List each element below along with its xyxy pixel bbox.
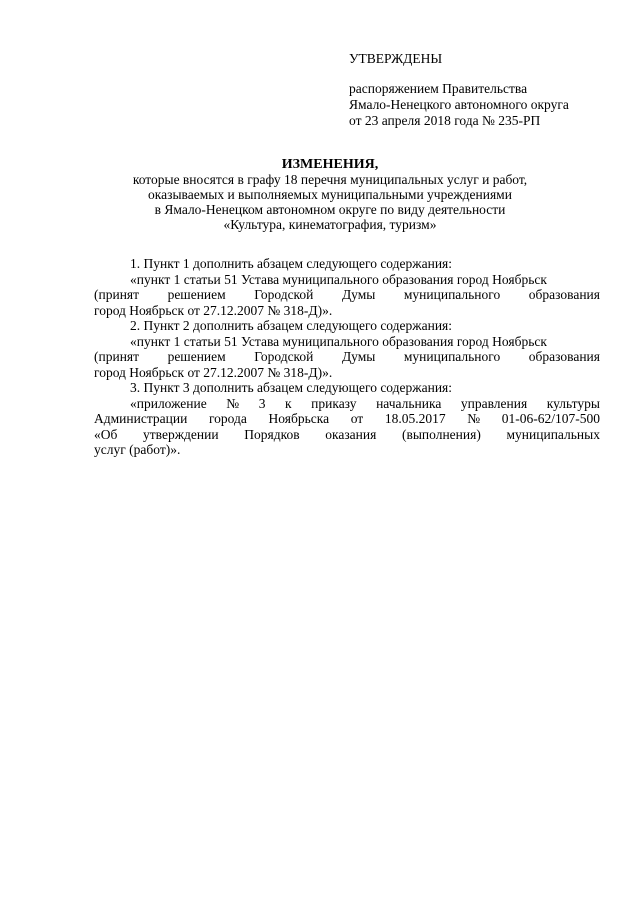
approval-line: распоряжением Правительства (349, 81, 528, 96)
quote-word: утверждении (143, 426, 219, 442)
quote-word: Городской (254, 349, 314, 364)
quote-line: город Ноябрьск от 27.12.2007 № 318-Д)». (94, 364, 333, 380)
quote-word: к (285, 395, 292, 411)
quote-word: 3 (258, 395, 266, 411)
document-subtitle-line: в Ямало-Ненецком автономном округе по виду деятельности (154, 202, 506, 217)
quote-word: образования (528, 349, 600, 364)
item-heading: 1. Пункт 1 дополнить абзацем следующего содержания: (130, 256, 453, 271)
quote-word: решением (167, 349, 226, 364)
quote-word: (принят (94, 349, 140, 364)
item-heading: 2. Пункт 2 дополнить абзацем следующего содержания: (130, 318, 453, 333)
quote-word: города (208, 411, 247, 426)
item-heading: 3. Пункт 3 дополнить абзацем следующего содержания: (130, 380, 453, 395)
quote-word: Ноябрьска (268, 411, 330, 426)
quote-word: Городской (254, 287, 314, 302)
quote-word: Думы (341, 287, 376, 302)
quote-word: «Об (94, 426, 118, 442)
quote-word: (принят (94, 287, 140, 302)
quote-justified-line (94, 427, 600, 443)
quote-word: оказания (325, 426, 377, 442)
quote-word: образования (528, 287, 600, 302)
quote-word: Думы (341, 349, 376, 364)
quote-line: «пункт 1 статьи 51 Устава муниципального образования город Ноябрьск (130, 333, 547, 349)
quote-word: Администрации (94, 411, 188, 426)
document-body (94, 256, 600, 458)
quote-word: Порядков (244, 426, 300, 442)
quote-line: «пункт 1 статьи 51 Устава муниципального образования город Ноябрьск (130, 271, 547, 287)
quote-justified-line (94, 287, 600, 303)
item-quote (94, 396, 600, 458)
document-title: ИЗМЕНЕНИЯ, (281, 157, 379, 172)
quote-word: (выполнения) (401, 426, 481, 442)
quote-word: от (350, 411, 364, 426)
quote-justified-line (94, 349, 600, 365)
quote-word: приказу (311, 395, 357, 411)
approval-heading: УТВЕРЖДЕНЫ (349, 51, 443, 66)
item-quote (94, 334, 600, 381)
quote-word: муниципального (403, 287, 501, 302)
approval-line: от 23 апреля 2018 года № 235-РП (349, 113, 541, 128)
quote-word: начальника (376, 395, 442, 411)
quote-word: № (226, 395, 240, 411)
document-subtitle-line: которые вносятся в графу 18 перечня муниципальных услуг и работ, (132, 172, 528, 187)
quote-word: управления (460, 395, 528, 411)
quote-word: культуры (546, 395, 600, 411)
approval-stamp (349, 51, 619, 129)
quote-word: муниципального (403, 349, 501, 364)
quote-justified-line (94, 396, 600, 412)
quote-word: «приложение (130, 395, 207, 411)
document-title-block (80, 157, 580, 232)
quote-word: № (467, 411, 481, 426)
quote-justified-line (94, 411, 600, 427)
item-quote (94, 272, 600, 319)
quote-word: решением (167, 287, 226, 302)
approval-line: Ямало-Ненецкого автономного округа (349, 97, 569, 112)
document-subtitle-line: «Культура, кинематография, туризм» (223, 217, 437, 232)
quote-word: 01-06-62/107-500 (501, 411, 600, 426)
quote-line: услуг (работ)». (94, 442, 181, 457)
quote-line: город Ноябрьск от 27.12.2007 № 318-Д)». (94, 302, 333, 318)
document-subtitle-line: оказываемых и выполняемых муниципальными учреждениями (148, 187, 512, 202)
quote-word: муниципальных (506, 426, 600, 442)
quote-word: 18.05.2017 (384, 411, 446, 426)
